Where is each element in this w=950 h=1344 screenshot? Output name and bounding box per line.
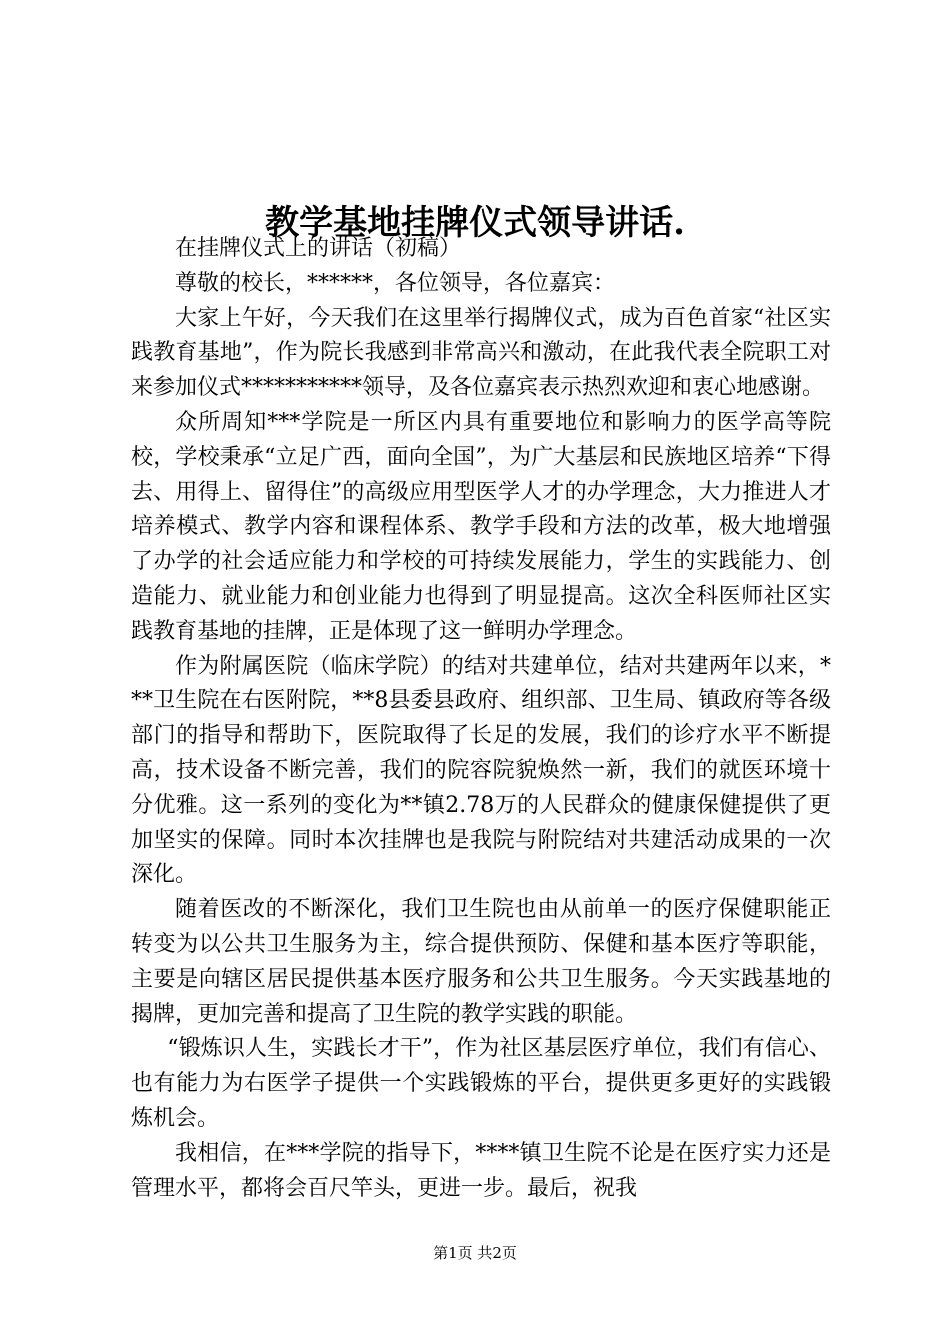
document-title: 教学基地挂牌仪式领导讲话. <box>265 202 685 243</box>
page-indicator: 第1页 共2页 <box>433 1244 517 1262</box>
paragraph-partnership: 作为附属医院（临床学院）的结对共建单位，结对共建两年以来，***卫生院在右医附院，**8县委县政府、组织部、卫生局、镇政府等各级部门的指导和帮助下，医院取得了长足的发展，我们的诊疗水平不断提高，技术设备不断完善，我们的院容院貌焕然一新，我们的就医环境十分优雅。这一系列的变化为**镇2.78万的人民群众的健康保健提供了更加坚实的保障。同时本次挂牌也是我院与附院结对共建活动成果的一次深化。 <box>131 653 831 888</box>
paragraph-greeting: 大家上午好，今天我们在这里举行揭牌仪式，成为百色首家“社区实践教育基地”，作为院长我感到非常高兴和激动，在此我代表全院职工对来参加仪式***********领导，及各位嘉宾表示热烈欢迎和衷心地感谢。 <box>131 305 831 401</box>
document-body <box>131 232 831 1206</box>
salutation-line: 尊敬的校长，******，各位领导，各位嘉宾： <box>175 270 616 296</box>
paragraph-closing: 我相信，在***学院的指导下，****镇卫生院不论是在医疗实力还是管理水平，都将会百尺竿头，更进一步。最后，祝我 <box>131 1140 831 1201</box>
paragraph-college-intro: 众所周知***学院是一所区内具有重要地位和影响力的医学高等院校，学校秉承“立足广西，面向全国”，为广大基层和民族地区培养“下得去、用得上、留得住”的高级应用型医学人才的办学理念，大力推进人才培养模式、教学内容和课程体系、教学手段和方法的改革，极大地增强了办学的社会适应能力和学校的可持续发展能力，学生的实践能力、创造能力、就业能力和创业能力也得到了明显提高。这次全科医师社区实践教育基地的挂牌，正是体现了这一鲜明办学理念。 <box>131 409 831 644</box>
subtitle-line: 在挂牌仪式上的讲话（初稿） <box>175 236 462 261</box>
paragraph-motto: “锻炼识人生，实践长才干”，作为社区基层医疗单位，我们有信心、也有能力为右医学子提供一个实践锻炼的平台，提供更多更好的实践锻炼机会。 <box>131 1036 831 1131</box>
paragraph-reform: 随着医改的不断深化，我们卫生院也由从前单一的医疗保健职能正转变为以公共卫生服务为主，综合提供预防、保健和基本医疗等职能，主要是向辖区居民提供基本医疗服务和公共卫生服务。今天实践基地的揭牌，更加完善和提高了卫生院的教学实践的职能。 <box>131 897 831 1027</box>
